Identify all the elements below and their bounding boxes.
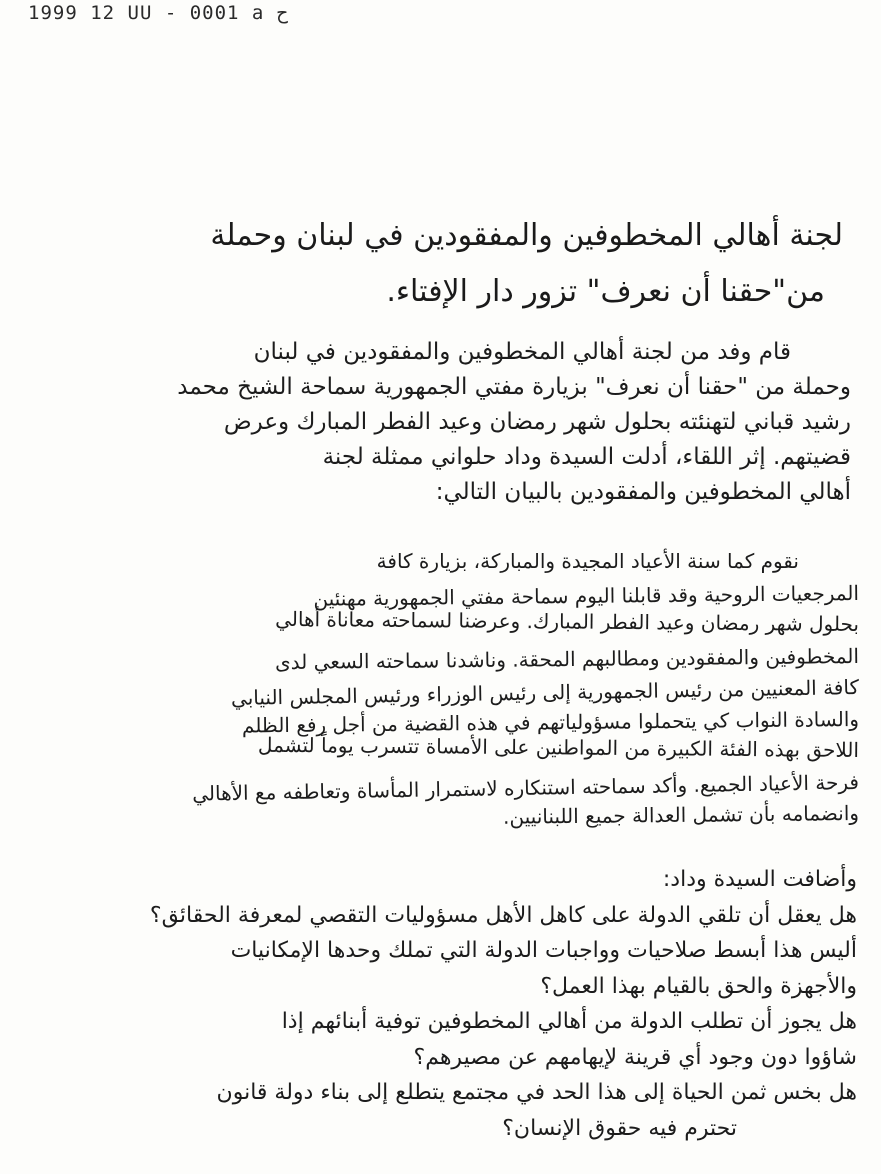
statement-line: بحلول شهر رمضان وعيد الفطر المبارك. وعرضنا لسماحته معاناة أهالي	[275, 606, 860, 636]
statement-line: نقوم كما سنة الأعياد المجيدة والمباركة، بزيارة كافة	[376, 549, 799, 573]
intro-paragraph	[21, 335, 851, 510]
intro-line: قضيتهم. إثر اللقاء، أدلت السيدة وداد حلواني ممثلة لجنة	[322, 444, 851, 470]
statement-line: اللاحق بهذه الفئة الكبيرة من المواطنين على الأمساة تتسرب يوماً لتشمل	[257, 732, 860, 762]
intro-line: وحملة من "حقنا أن نعرف" بزيارة مفتي الجمهورية سماحة الشيخ محمد	[177, 374, 851, 400]
question-line: شاؤوا دون وجود أي قرينة لإيهامهم عن مصيرهم؟	[413, 1044, 857, 1070]
statement-line: والسادة النواب كي يتحملوا مسؤولياتهم في هذه القضية من أجل رفع الظلم	[241, 706, 860, 737]
statement-line: المرجعيات الروحية وقد قابلنا اليوم سماحة مفتي الجمهورية مهنئين	[313, 580, 860, 611]
question-line: هل يعقل أن تلقي الدولة على كاهل الأهل مسؤوليات التقصي لمعرفة الحقائق؟	[149, 902, 857, 928]
questions-intro: وأضافت السيدة وداد:	[662, 867, 857, 892]
question-line: والأجهزة والحق بالقيام بهذا العمل؟	[540, 973, 857, 999]
question-line: أليس هذا أبسط صلاحيات وواجبات الدولة التي تملك وحدها الإمكانيات	[230, 938, 857, 963]
statement-line: وانضمامه بأن تشمل العدالة جميع اللبنانيين.	[502, 801, 860, 829]
statement-line: المخطوفين والمفقودين ومطالبهم المحقة. وناشدنا سماحته السعي لدى	[274, 643, 860, 674]
fax-header-code: 1999 12 UU - 0001 a ح	[28, 2, 289, 24]
document-title	[63, 208, 843, 320]
statement-line: كافة المعنيين من رئيس الجمهورية إلى رئيس الوزراء ورئيس المجلس النيابي	[230, 675, 860, 710]
statement-paragraph	[14, 546, 859, 830]
intro-line: أهالي المخطوفين والمفقودين بالبيان التالي:	[435, 479, 851, 505]
question-line: هل بخس ثمن الحياة إلى هذا الحد في مجتمع يتطلع إلى بناء دولة قانون	[216, 1080, 857, 1105]
question-line: هل يجوز أن تطلب الدولة من أهالي المخطوفين توفية أبنائهم إذا	[281, 1009, 857, 1034]
title-line-2: من"حقنا أن نعرف" تزور دار الإفتاء.	[386, 274, 825, 309]
question-line: تحترم فيه حقوق الإنسان؟	[502, 1115, 737, 1141]
questions-section	[17, 862, 857, 1146]
statement-line: فرحة الأعياد الجميع. وأكد سماحته استنكاره لاستمرار المأساة وتعاطفه مع الأهالي	[192, 769, 860, 806]
intro-line: قام وفد من لجنة أهالي المخطوفين والمفقودين في لبنان	[253, 339, 791, 365]
intro-line: رشيد قباني لتهنئته بحلول شهر رمضان وعيد الفطر المبارك وعرض	[223, 409, 851, 435]
title-line-1: لجنة أهالي المخطوفين والمفقودين في لبنان وحملة	[210, 218, 843, 253]
